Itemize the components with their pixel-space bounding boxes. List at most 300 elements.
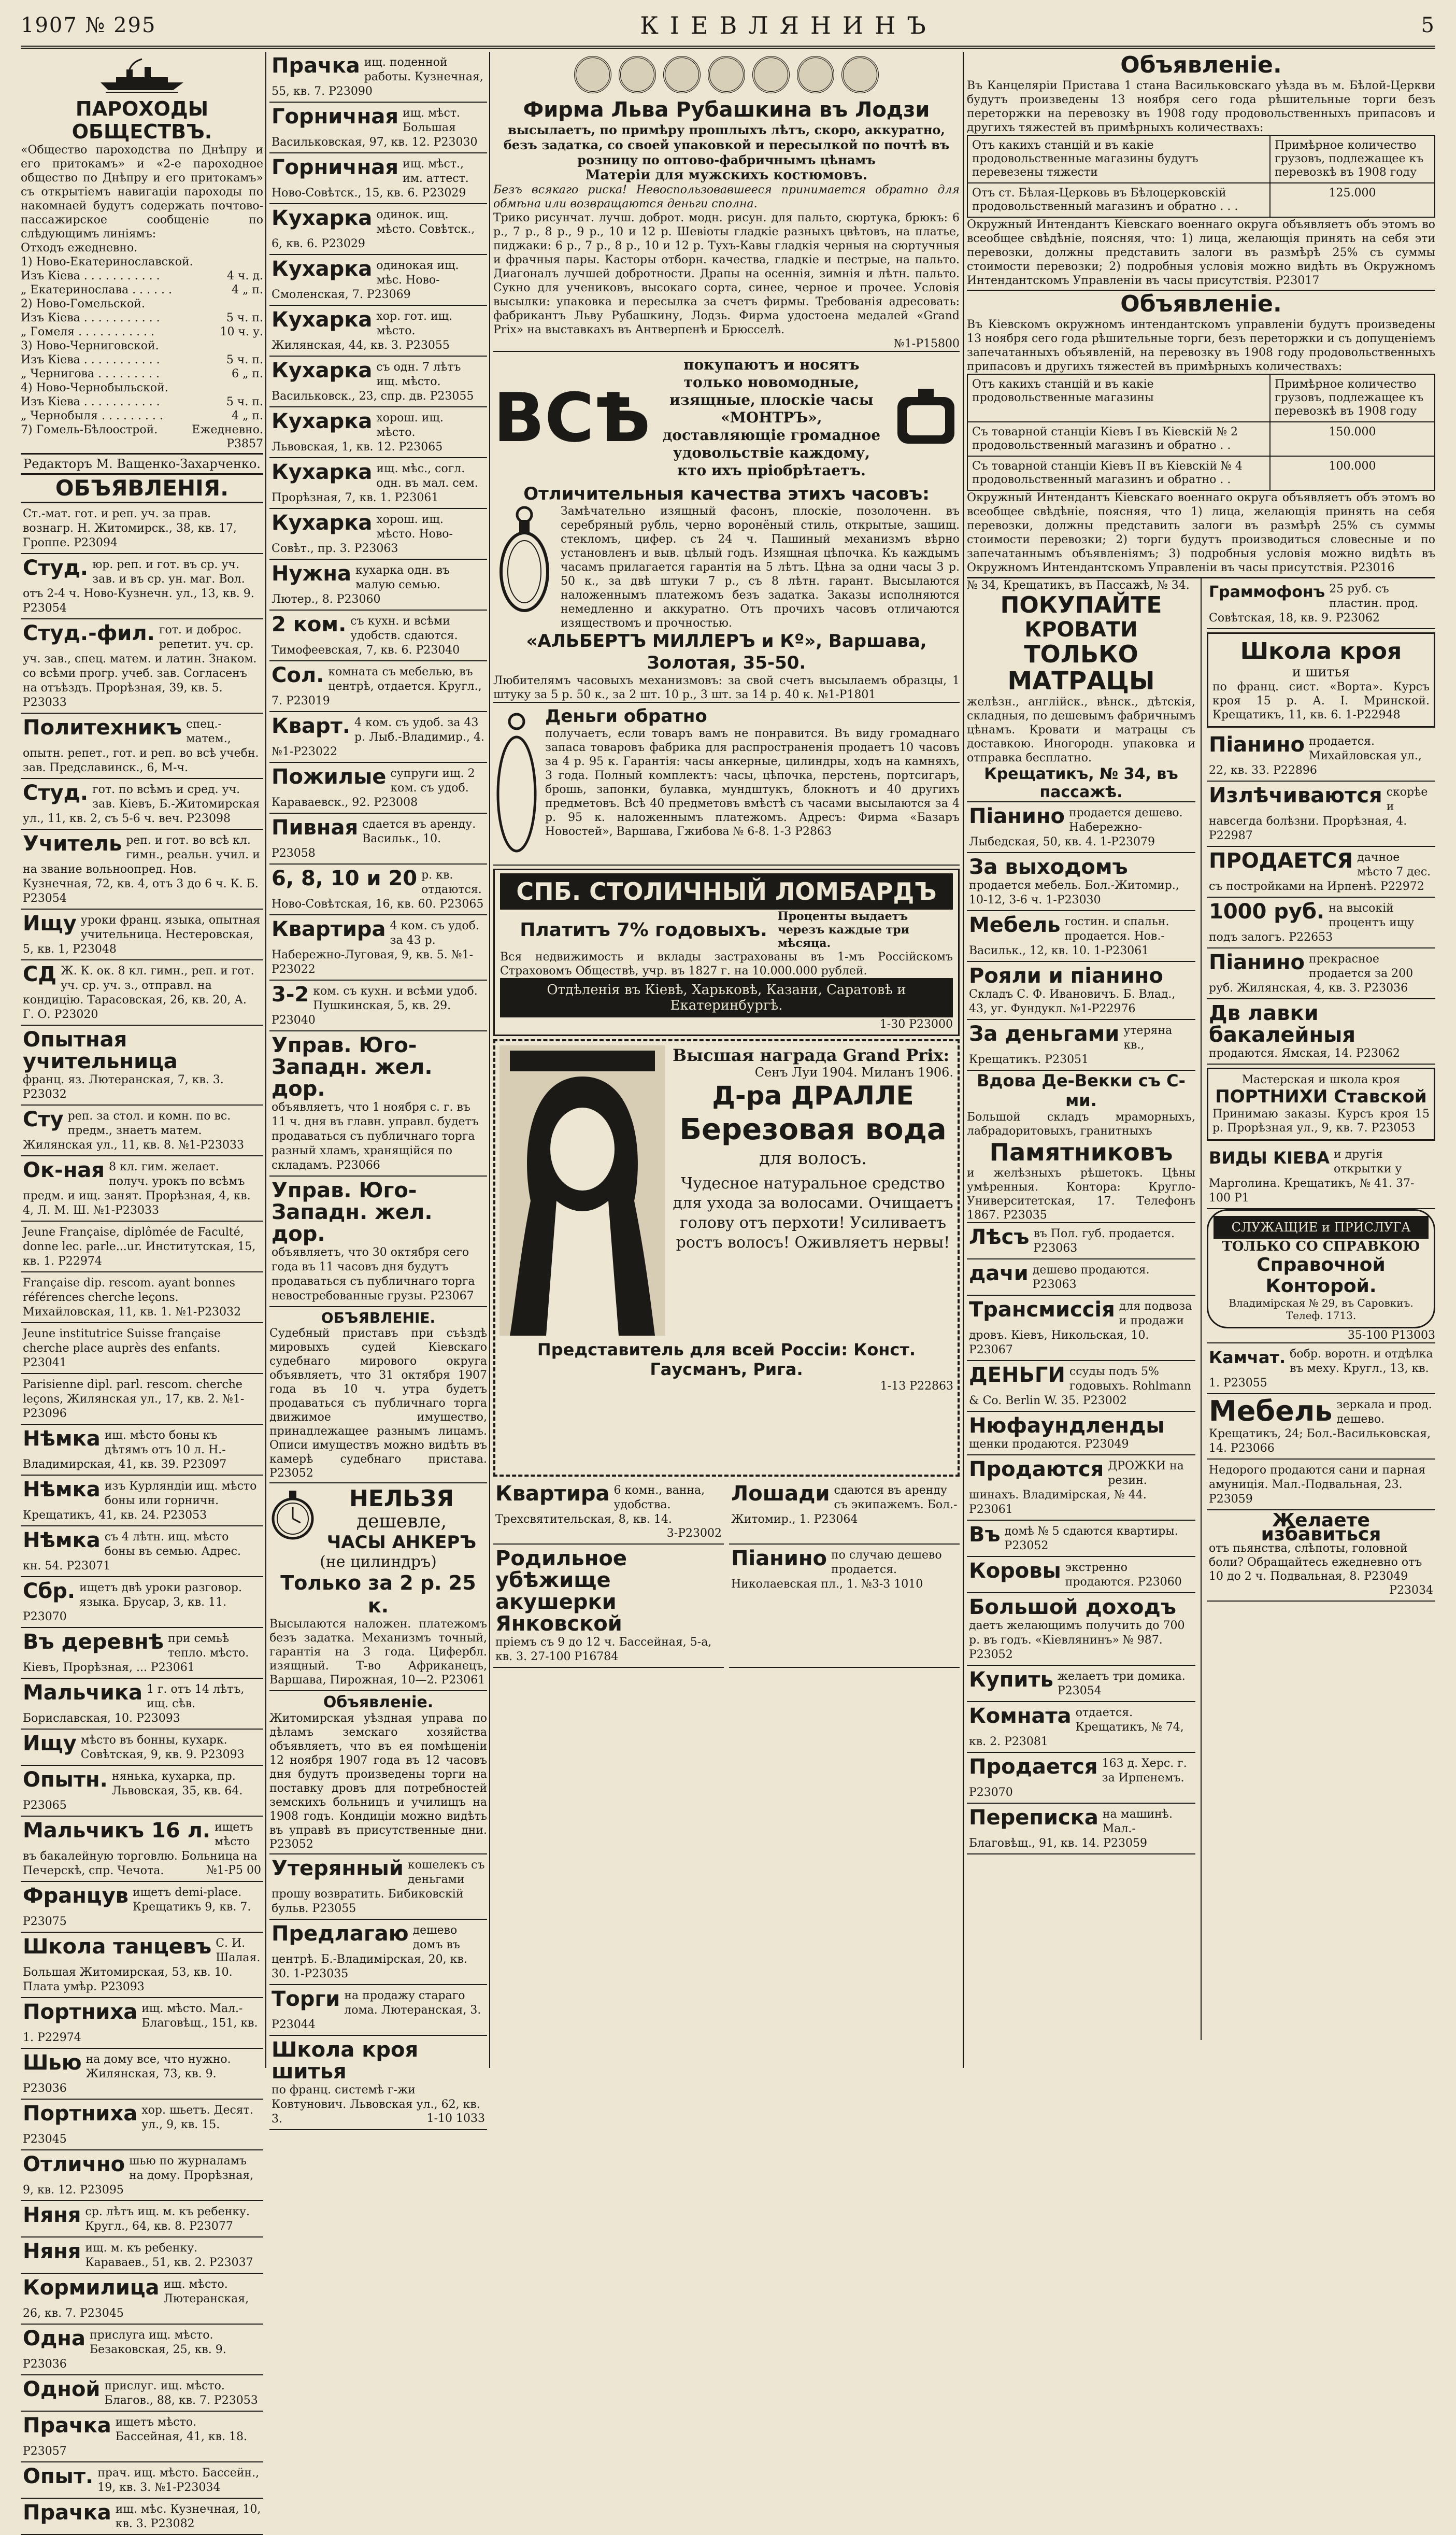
ad-keyword: Сту: [23, 1108, 64, 1131]
ad-text: ищ. мѣсто боны къ дѣтямъ отъ 10 л. Н.-Владимирская, 41, кв. 39. Р23097: [23, 1429, 227, 1471]
lower-section: [967, 578, 1435, 2040]
ad-text: хор. шьетъ. Десят. ул., 9, кв. 15. Р23045: [23, 2104, 253, 2146]
ad-keyword: 6, 8, 10 и 20: [272, 867, 418, 890]
classified-ad: [21, 1106, 263, 1156]
classified-ad: [729, 1545, 960, 1668]
ad-keyword: Нужна: [272, 562, 351, 586]
ad-text: Jeune institutrice Suisse française cherche place auprès des enfants. Р23041: [23, 1327, 221, 1369]
beds-word: КРОВАТИ: [1024, 618, 1138, 642]
classified-ad: [21, 1998, 263, 2049]
classified-ad: [21, 830, 263, 910]
schedule-route: „ Гомеля . . . . . . . . . . .: [21, 325, 155, 338]
dressmaker-ad: [1207, 1068, 1435, 1141]
notice-text: Въ Кіевскомъ окружномъ интендантскомъ управленіи будутъ произведены 13 ноября сего года рѣшительные торги, безъ переторжки и съ допущеніемъ запечатанныхъ объявленій, на перевозку въ 1908 году продовольственныхъ припасовъ и другихъ тяжестей въ примѣрныхъ количествахъ:: [967, 318, 1435, 373]
schedule-route: 1) Ново-Екатеринославской.: [21, 256, 193, 268]
classified-ad: [967, 1804, 1195, 1854]
classified-ad: [1207, 782, 1435, 847]
notice-body: Окружный Интендантъ Кіевскаго военнаго округа объявляетъ объ этомъ во всеобщее свѣдѣніе, поясняя, что 1) лица, желающія принять на себя перевозки, должны представить залоги въ размѣрѣ 25% съ суммы стоимости перевозки; 2) торги будутъ производиться словесные и по запечатаннымъ объявленіямъ; 3) подробныя условія можно видѣть въ Окружномъ Интендантскомъ Управленіи въ часы присутствія. Р23016: [967, 491, 1435, 578]
schedule-route: Изъ Кіева . . . . . . . . . . .: [21, 311, 160, 324]
classified-ad: [1207, 948, 1435, 999]
ad-keyword: Трансмиссія: [969, 1298, 1115, 1322]
ad-keyword: Кухарка: [272, 359, 373, 383]
schedule-head: Отходъ ежедневно.: [21, 242, 138, 254]
ad-text: кухарка одн. въ малую семью. Лютер., 8. Р23060: [272, 564, 450, 606]
ad-keyword: Управ. Юго-Западн. жел. дор.: [272, 1033, 433, 1101]
classified-ad: [967, 802, 1195, 853]
ad-text: 4 ком. съ удоб. за 43 р. Набережно-Луговая, 9, кв. 5. №1-Р23022: [272, 919, 479, 976]
schedule-route: „ Чернобыля . . . . . . . . .: [21, 409, 163, 422]
classified-ad: [269, 915, 487, 981]
dressmaker-name: ПОРТНИХИ Ставской: [1215, 1086, 1427, 1107]
classified-ad: [21, 1933, 263, 1998]
steamship-icon: [95, 54, 189, 95]
classified-ad: [21, 2100, 263, 2150]
ad-text: реп. за стол. и комн. по вс. предм., знаетъ матем. Жилянская ул., 11, кв. 8. №1-Р23033: [23, 1110, 244, 1152]
notice-title: Объявленіе.: [1120, 52, 1282, 78]
monuments-text: Большой складъ мраморныхъ, лабрадоритовыхъ, гранитныхъ: [967, 1111, 1196, 1138]
ad-keyword: Опытная учительница: [23, 1028, 178, 1073]
ad-keyword: Излѣчиваются: [1209, 784, 1382, 808]
ad-text: ищ. мѣсто. Мал.-Благовѣщ., 151, кв. 1. Р22974: [23, 2002, 258, 2044]
ad-text: спец.-матем., опытн. репет., гот. и реп. во всѣ учебн. зав. Предславинск., 6, М-ч.: [23, 718, 259, 774]
ad-text: Недорого продаются сани и парная амуниція. Мал.-Подвальная, 23. Р23059: [1209, 1464, 1426, 1506]
classified-ad: [21, 779, 263, 830]
ad-text: франц. яз. Лютеранская, 7, кв. 3. Р23032: [23, 1073, 224, 1101]
table-cell: Отъ ст. Бѣлая-Церковь въ Бѣлоцерковскій продовольственный магазинъ и обратно . . .: [967, 183, 1270, 217]
ad-keyword: СД: [23, 962, 56, 986]
firm-body: Трико рисунчат. лучш. доброт. модн. рисун. для пальто, сюртука, брюкъ: 6 р., 7 р., 8 р., 9 р., 10 и 12 р. Шевіоты гладкіе разныхъ цвѣтовъ, на платье, пиджаки: 6 р., 7 р., 8 р., 10 и 12 р. Тухъ-Кавы гладкія черныя на сюртучныя и фрачныя пары. Касторы отборн. качества, гладкіе и пестрые, на пальто. Диагоналъ лучшей добротности. Драпы на осеннія, зимнія и лѣтн. пальто. Сукно для учениковъ, высокаго сорта, синее, черное и прочее. Условія высылки: упаковка и пересылка за счетъ фирмы. Требованія адресовать: фабрикантъ Льву Рубашкину, Лодзь. Фирма удостоена медалей «Grand Prix» на выставкахъ въ Антверпенѣ и Брюсселѣ.: [493, 211, 960, 336]
classified-ad: [269, 204, 487, 255]
ad-text: р. кв. отдаются. Ново-Совѣтская, 16, кв. 60. Р23065: [272, 869, 484, 911]
ad-text: ищетъ двѣ уроки разговор. языка. Брусар, 3, кв. 11. Р23070: [23, 1581, 242, 1623]
ad-text: щенки продаются. Р23049: [969, 1438, 1129, 1451]
furniture-ad: [1207, 1394, 1435, 1460]
ships-title: ПАРОХОДЫ ОБЩЕСТВЪ.: [72, 97, 212, 143]
schedule-row: [21, 339, 263, 353]
classified-ad: [21, 2201, 263, 2237]
ad-text: Складъ С. Ф. Ивановичъ. Б. Влад., 43, уг. Фундукл. №1-Р22976: [969, 988, 1176, 1015]
subcolumn-left: [967, 578, 1195, 2040]
ad-keyword: Студ.: [23, 556, 89, 580]
lombard-title: СПБ. СТОЛИЧНЫЙ ЛОМБАРДЪ: [500, 873, 953, 910]
lombard-branches: Отдѣленія въ Кіевѣ, Харьковѣ, Казани, Саратовѣ и Екатеринбургѣ.: [500, 978, 953, 1017]
classified-ad: [269, 103, 487, 153]
qualities-title: Отличительныя качества этихъ часовъ:: [523, 484, 930, 504]
classified-ad: [21, 1156, 263, 1222]
ad-keyword: Горничная: [272, 155, 399, 179]
classified-ad: [269, 407, 487, 458]
classified-ad: [21, 1628, 263, 1679]
classified-ad: [269, 712, 487, 763]
ad-keyword: Граммофонъ: [1209, 583, 1325, 601]
classified-ad: [21, 2412, 263, 2462]
ad-text: пріемъ съ 9 до 12 ч. Бассейная, 5-а, кв. 3. 27-100 Р16784: [495, 1636, 712, 1663]
table-cell: Съ товарной станціи Кіевъ I въ Кіевскій № 2 продовольственный магазинъ и обратно . .: [967, 422, 1270, 456]
ad-keyword: Купить: [969, 1668, 1053, 1692]
ad-text: 1 г. отъ 14 лѣтъ, ищ. сѣв. Бориславская, 10. Р23093: [23, 1683, 245, 1725]
schedule-row: [21, 367, 263, 381]
ad-text: и другія открытки у Марголина. Крещатикъ, № 41. 37-100 Р1: [1209, 1148, 1415, 1205]
ad-keyword: Опыт.: [23, 2465, 94, 2488]
classified-ad: [967, 1259, 1195, 1296]
ad-keyword: Няня: [23, 2240, 81, 2263]
ad-code: 1-10 1033: [426, 2112, 485, 2125]
schedule-row: [21, 297, 263, 311]
lombard-ad: [493, 869, 960, 1036]
dralle-years: Сенъ Луи 1904. Миланъ 1906.: [754, 1065, 953, 1080]
subcolumn-right: [1207, 578, 1435, 2040]
ad-text: ищетъ demi-place. Крещатикъ 9, кв. 7. Р23075: [23, 1886, 251, 1928]
ad-text: съ кухн. и всѣми удобств. сдаются. Тимофеевская, 7, кв. 6. Р23040: [272, 615, 460, 657]
ad-text: утеряна кв., Крещатикъ. Р23051: [969, 1024, 1173, 1066]
ad-keyword: Рояли и піанино: [969, 964, 1163, 988]
classified-list: [493, 1480, 960, 1668]
classified-ad: [967, 911, 1195, 962]
schedule-time: Ежедневно.: [192, 423, 263, 436]
ad-keyword: Францув: [23, 1884, 129, 1908]
ad-code: 3-Р23002: [666, 1527, 722, 1540]
ad-keyword: дачи: [969, 1262, 1029, 1285]
lombard-text: Вся недвижимость и вклады застрахованы въ 1-мъ Россійскомъ Страховомъ Обществѣ, учр. въ 1827 г. на 10.000.000 рублей.: [500, 951, 953, 978]
schedule-time: 5 ч. п.: [226, 353, 263, 366]
ad-text: 25 руб. съ пластин. прод. Совѣтская, 18, кв. 9. Р23062: [1209, 583, 1419, 625]
watch-product: ЧАСЫ АНКЕРЪ: [326, 1532, 477, 1553]
ad-text: для подвоза и продажи дровъ. Кіевъ, Никольская, 10. Р23067: [969, 1300, 1192, 1356]
ad-text: на продажу стараго лома. Лютеранская, 3. Р23044: [272, 1989, 481, 2031]
ad-text: 8 кл. гим. желает. получ. урокъ по всѣмъ предм. и ищ. занят. Прорѣзная, 4, кв. 4, Л. М. Ш. №1-Р23033: [23, 1160, 251, 1217]
ad-keyword: Ищу: [23, 1732, 77, 1755]
dressmaker-title: Мастерская и школа кроя: [1241, 1073, 1401, 1086]
ad-keyword: Кварт.: [272, 714, 351, 738]
ad-text: сдается въ аренду. Васильк., 10. Р23058: [272, 818, 476, 860]
dralle-name: Д-ра ДРАЛЛЕ: [712, 1081, 914, 1111]
ad-keyword: Мальчикъ 16 л.: [23, 1819, 211, 1843]
ad-keyword: Піанино: [1209, 733, 1305, 757]
watch-text: Высылаются наложен. платежомъ безъ задатка. Механизмъ точный, гарантія на 3 года. Цифербл. изящный. Т-во Африканецъ, Варшава, Пирожная, 10—2. Р23061: [269, 1618, 487, 1687]
ad-keyword: Ищу: [23, 912, 77, 936]
monuments-title: Памятниковъ: [989, 1138, 1173, 1166]
column-2: [269, 52, 487, 2126]
classified-list: [269, 52, 487, 1307]
ad-keyword: Кухарка: [272, 308, 373, 332]
ad-text: бобр. воротн. и отдѣлка въ меху. Кругл., 13, кв. 1. Р23055: [1209, 1348, 1433, 1390]
ad-keyword: Сбр.: [23, 1579, 76, 1603]
ad-text: по франц. системѣ г-жи Ковтунович. Львовская ул., 62, кв. 3.: [272, 2084, 480, 2126]
ad-text: изъ Курляндіи ищ. мѣсто боны или горничн. Крещатикъ, 41, кв. 24. Р23053: [23, 1480, 257, 1522]
ad-text: ссуды подъ 5% годовыхъ. Rohlmann & Co. Berlin W. 35. Р23002: [969, 1365, 1192, 1407]
ad-text: домѣ № 5 сдаются квартиры. Р23052: [1004, 1525, 1178, 1552]
ad-text: ДРОЖКИ на резин. шинахъ. Владимірская, № 44. Р23061: [969, 1460, 1184, 1516]
schedule-time: 5 ч. п.: [226, 395, 263, 408]
classified-ad: [269, 153, 487, 204]
schedule-row: [21, 283, 263, 297]
schedule-row: [21, 269, 263, 283]
schedule-route: 7) Гомель-Бѣлоострой.: [21, 423, 158, 436]
classified-ad: [269, 458, 487, 509]
ad-text: реп. и гот. во всѣ кл. гимн., реальн. учил. и на звание вольноопред. Нов. Кузнечная, 72, кв. 4, отъ 3 до 6 ч. К. Б. Р23054: [23, 834, 260, 905]
classified-ad: [269, 1177, 487, 1307]
ad-text: прач. ищ. мѣсто. Бассейн., 19, кв. 3. №1-Р23034: [97, 2467, 260, 2494]
classified-ad: [493, 1480, 724, 1545]
pocket-watch-icon: [493, 706, 540, 861]
ad-keyword: Одной: [23, 2377, 101, 2401]
ad-text: комната съ мебелью, въ центрѣ, отдается. Кругл., 7. Р23019: [272, 665, 482, 707]
column-rule: [265, 52, 266, 2068]
classified-ad: [21, 1766, 263, 1817]
table-header: Отъ какихъ станцій и въ какіе продовольственные магазины: [967, 374, 1270, 422]
ad-keyword: Прачка: [23, 2414, 111, 2438]
classified-ad: [269, 763, 487, 814]
classified-ad: [967, 1702, 1195, 1753]
classified-ad: [21, 1730, 263, 1766]
ad-text: зеркала и прод. дешево. Крещатикъ, 24; Бол.-Васильковская, 14. Р23066: [1209, 1398, 1432, 1455]
ad-keyword: Нѣмка: [23, 1427, 101, 1451]
ad-keyword: Шью: [23, 2051, 82, 2075]
ad-text: ищ. мѣс. Кузнечная, 10, кв. 3. Р23082: [115, 2503, 261, 2530]
ad-keyword: Студ.-фил.: [23, 621, 155, 645]
ships-schedule: [21, 255, 263, 437]
ad-text: гот. и доброс. репетит. уч. ср. уч. зав., спец. матем. и латин. Знаком. со всѣми прогр. учеб. зав. Согласенъ на отъѣздъ. Прорѣзная, 39, кв. 5. Р23033: [23, 624, 257, 709]
ad-text: дешево продаются. Р23063: [1032, 1264, 1150, 1291]
ad-text: экстренно продаются. Р23060: [1065, 1561, 1182, 1589]
ad-text: юр. реп. и гот. въ ср. уч. зав. и въ ср. ун. маг. Вол. отъ 2-4 ч. Ново-Кузнечн. ул., 13, кв. 9. Р23054: [23, 558, 254, 615]
ad-text: одинокая ищ. мѣс. Ново-Смоленская, 7. Р23069: [272, 259, 459, 301]
ad-keyword: Переписка: [969, 1806, 1098, 1830]
firm-subtitle2: Матеріи для мужскихъ костюмовъ.: [585, 167, 868, 183]
classified-ad: [967, 1412, 1195, 1455]
ad-keyword: Горничная: [272, 105, 399, 129]
ad-keyword: Продаются: [969, 1457, 1104, 1481]
ad-text: С. И. Шалая. Большая Житомирская, 53, кв. 10. Плата умѣр. Р23093: [23, 1937, 261, 1993]
medal-icon: [574, 56, 611, 93]
firm-code: №1-Р15800: [493, 337, 960, 352]
ad-text: на дому все, что нужно. Жилянская, 73, кв. 9. Р23036: [23, 2053, 231, 2095]
lombard-code: 1-30 Р23000: [879, 1018, 953, 1031]
ad-keyword: 2 ком.: [272, 613, 347, 636]
beds-buy: ПОКУПАЙТЕ: [1000, 592, 1162, 618]
ad-text: супруги ищ. 2 ком. съ удоб. Караваевск., 92. Р23008: [272, 767, 475, 809]
ad-keyword: Въ: [969, 1523, 1001, 1547]
cure-ad: [1207, 1510, 1435, 1602]
classified-ad: [21, 554, 263, 619]
ad-keyword: 1000 руб.: [1209, 900, 1325, 924]
table-cell: Съ товарной станціи Кіевъ II въ Кіевскій № 4 продовольственный магазинъ и обратно . .: [967, 456, 1270, 490]
ad-text: ищ. мѣс., согл. одн. въ мал. сем. Прорѣзная, 7, кв. 1. Р23061: [272, 462, 478, 504]
classified-ad: [269, 357, 487, 407]
cure-title: Желаете избавиться: [1261, 1510, 1381, 1545]
ad-text: прислуг. ищ. мѣсто. Благов., 88, кв. 7. Р23053: [104, 2380, 258, 2407]
schedule-route: 3) Ново-Черниговской.: [21, 339, 159, 352]
ad-keyword: Политехникъ: [23, 716, 182, 740]
classified-ad: [269, 2036, 487, 2130]
schedule-route: „ Екатеринослава . . . . . .: [21, 284, 172, 296]
notice-title: Объявленіе.: [323, 1693, 434, 1711]
ad-keyword: Пожилые: [272, 765, 387, 789]
classified-ad: [967, 962, 1195, 1020]
classified-ad: [269, 1031, 487, 1177]
ad-keyword: Лѣсъ: [969, 1225, 1030, 1249]
ad-keyword: Кухарка: [272, 409, 373, 433]
ad-text: ср. лѣтъ ищ. м. къ ребенку. Кругл., 64, кв. 8. Р23077: [85, 2205, 250, 2233]
ad-keyword: За выходомъ: [969, 855, 1128, 879]
miller-address: «АЛЬБЕРТЪ МИЛЛЕРЪ и Кº», Варшава, Золотая, 35-50.: [526, 631, 927, 673]
page-header: [21, 5, 1435, 49]
vse-text: покупаютъ и носятъ только новомодные, изящные, плоскіе часы «МОНТРЪ», доставляющіе громадное удовольствіе каждому, кто ихъ пріобрѣтаетъ.: [662, 356, 881, 479]
classified-ad: [493, 1545, 724, 1668]
classified-ad: [1207, 731, 1435, 782]
classified-ad: [967, 1521, 1195, 1557]
ad-keyword: Дв лавки бакалейныя: [1209, 1001, 1356, 1047]
ad-text: хор. гот. ищ. мѣсто. Жилянская, 44, кв. 3. Р23055: [272, 310, 453, 352]
ad-keyword: Мебель: [1209, 1395, 1333, 1427]
ad-keyword: Піанино: [1209, 951, 1305, 974]
ad-keyword: Квартира: [495, 1482, 610, 1506]
ad-keyword: Портниха: [23, 2000, 138, 2024]
ad-keyword: Опытн.: [23, 1768, 108, 1792]
ad-text: объявляетъ, что 30 октября сего года въ 11 часовъ дня будутъ продаваться съ публичнаго торга невостребованные грузы. Р23067: [272, 1246, 475, 1302]
announcements-heading: ОБЪЯВЛЕНІЯ.: [21, 475, 263, 503]
classified-ad: [269, 1920, 487, 1985]
pocket-watch-icon: [493, 504, 555, 618]
classified-ad: [21, 1026, 263, 1106]
cutting-school-title: Школа кроя: [1240, 638, 1402, 664]
column-1: [21, 52, 263, 2530]
notice-title: ОБЪЯВЛЕНІЕ.: [321, 1309, 436, 1326]
ad-text: дачное мѣсто 7 дес. съ постройками на Ирпенѣ. Р22972: [1209, 851, 1431, 893]
dralle-ad: [493, 1039, 960, 1477]
ad-keyword: 3-2: [272, 983, 309, 1007]
classified-ad: [729, 1480, 960, 1545]
classified-ad: [21, 1882, 263, 1933]
classified-ad: [967, 1020, 1195, 1071]
kiev-views-ad: [1207, 1144, 1435, 1209]
ships-code: Р3857: [226, 437, 263, 450]
column-rule: [963, 52, 964, 2068]
table-header: Примѣрное количество грузовъ, подлежащее къ перевозкѣ въ 1908 году: [1270, 135, 1435, 183]
classified-ad: [967, 1455, 1195, 1521]
ad-text: даетъ желающимъ получить до 700 р. въ годъ. «Кіевлянинъ» № 987. Р23052: [969, 1619, 1185, 1661]
dralle-code: 1-13 Р22863: [880, 1380, 953, 1393]
qualities-block: [493, 504, 960, 630]
classified-ad: [21, 1526, 263, 1577]
ad-text: кошелекъ съ деньгами прошу возвратить. Бибиковскій бульв. Р23055: [272, 1859, 485, 1915]
lombard-rate: Платитъ 7% годовыхъ.: [520, 919, 767, 941]
classified-ad: [967, 1666, 1195, 1702]
ad-keyword: Комната: [969, 1704, 1072, 1728]
classified-ad: [967, 853, 1195, 911]
ad-text: гостин. и спальн. продается. Нов.-Васильк., 12, кв. 10. 1-Р23061: [969, 915, 1169, 957]
classified-ad: [21, 2462, 263, 2499]
medal-icon: [841, 56, 879, 93]
ad-code: №1-Р5 00: [206, 1864, 261, 1877]
ad-keyword: Портниха: [23, 2102, 138, 2126]
notice-text: Житомирская уѣздная управа по дѣламъ земскаго хозяйства объявляетъ, что въ ея помѣщеніи 12 ноября 1907 года въ 12 часовъ дня будутъ произведены торги на поставку дровъ для потребностей земскихъ больницъ и училищъ на 1908 годъ. Кондиціи можно видѣть въ управѣ въ присутственные дни. Р23052: [269, 1711, 487, 1854]
beds-mattress: МАТРАЦЫ: [1007, 667, 1155, 696]
ad-text: продается дешево. Набережно-Лыбедская, 50, кв. 4. 1-Р23079: [969, 806, 1183, 848]
classified-ad: [21, 2150, 263, 2201]
classified-ad: [269, 306, 487, 357]
ad-keyword: Одна: [23, 2327, 85, 2350]
ad-keyword: ВИДЫ КІЕВА: [1209, 1148, 1330, 1168]
ad-text: гот. по всѣмъ и сред. уч. зав. Кіевъ, Б.-Житомирская ул., 11, кв. 2, съ 5-6 ч. веч. Р23098: [23, 783, 260, 825]
schedule-time: 4 „ п.: [231, 409, 263, 422]
ad-text: съ 4 лѣтн. ищ. мѣсто боны въ семью. Адрес. кн. 54. Р23071: [23, 1531, 241, 1573]
medal-icon: [708, 56, 745, 93]
watch-headline: НЕЛЬЗЯ: [349, 1485, 454, 1512]
ad-text: сдаются въ аренду съ экипажемъ. Бол.-Житомир., 1. Р23064: [731, 1484, 958, 1526]
firm-subtitle: высылаетъ, по примѣру прошлыхъ лѣтъ, скоро, аккуратно, безъ задатка, со своей упаковкой и пересылкой по почтѣ въ розницу по оптово-фабричнымъ цѣнамъ: [503, 122, 950, 167]
ad-text: шью по журналамъ на дому. Прорѣзная, 9, кв. 12. Р23095: [23, 2155, 254, 2197]
ad-keyword: Няня: [23, 2203, 81, 2227]
ad-text: хорош. ищ. мѣсто. Ново-Совѣт., пр. 3. Р23063: [272, 513, 453, 555]
masthead: КІЕВЛЯНИНЪ: [640, 11, 937, 39]
money-back-ad: [493, 703, 960, 866]
ad-keyword: Большой доходъ: [969, 1595, 1176, 1619]
servants-name: Справочной Конторой.: [1257, 1254, 1386, 1297]
ad-text: одинок. ищ. мѣсто. Совѣтск., 6, кв. 6. Р23029: [272, 208, 475, 250]
ad-keyword: Сол.: [272, 663, 324, 687]
firm-title: Фирма Льва Рубашкина въ Лодзи: [523, 98, 930, 122]
notice-title: Объявленіе.: [1120, 291, 1282, 317]
ad-text: ищ. мѣст., им. аттест. Ново-Совѣтск., 15, кв. 6. Р23029: [272, 158, 469, 200]
ad-keyword: Коровы: [969, 1559, 1061, 1583]
ad-text: объявляетъ, что 1 ноября с. г. въ 11 ч. дня въ главн. управл. будетъ продаваться съ публичнаго торга разный хламъ, хранящійся по складамъ. Р23066: [272, 1101, 479, 1172]
ad-keyword: Учитель: [23, 832, 122, 856]
dralle-representative: Представитель для всей Россіи: Конст. Гаусманъ, Рига.: [537, 1340, 916, 1379]
ad-keyword: Въ деревнѣ: [23, 1630, 164, 1654]
ad-text: отдается. Крещатикъ, № 74, кв. 2. Р23081: [969, 1706, 1184, 1748]
ad-keyword: Нѣмка: [23, 1478, 101, 1502]
classified-ad: [269, 255, 487, 306]
ad-keyword: Студ.: [23, 781, 89, 805]
column-rule: [1201, 578, 1202, 2040]
issue-number: 1907 № 295: [21, 13, 156, 37]
page-number: 5: [1421, 13, 1435, 37]
qualities-text: Замѣчательно изящный фасонъ, плоскіе, позолоченн. въ серебряный рубль, черно воронёный стиль, открытые, защищ. стекломъ, цифер. съ 24 ч. Пашиный механизмъ вѣрно установленъ и выв. цѣлый годъ. Изящная цѣпочка. Къ каждымъ часамъ прилагается гарантія на 5 лѣтъ. Цѣна за одни часы 3 р. 50 к., за двѣ штуки 7 р., съ 8 лѣтн. гарант. Высылаются наложеннымъ платежомъ безъ задатка. Заказы исполняются немедленно и аккуратно. Отъ прочихъ часовъ отличаются изяществомъ и прочностью.: [561, 505, 960, 630]
ad-text: ищетъ мѣсто въ бакалейную торговлю. Больница на Печерскѣ, спр. Чечота.: [23, 1821, 258, 1877]
ad-text: ищ. м. къ ребенку. Караваев., 51, кв. 2. Р23037: [85, 2242, 253, 2269]
classified-ad: [967, 1361, 1195, 1412]
ad-text: хорош. ищ. мѣсто. Львовская, 1, кв. 12. Р23065: [272, 412, 444, 454]
classified-ad: [21, 2237, 263, 2274]
table-cell: 100.000: [1270, 456, 1435, 490]
cure-code: Р23034: [1389, 1584, 1434, 1597]
cutting-school-ad: [1207, 632, 1435, 728]
woman-portrait-illustration: [499, 1045, 665, 1336]
ad-text: скорѣе и навсегда болѣзни. Прорѣзная, 4. Р22987: [1209, 786, 1428, 842]
ad-keyword: Родильное убѣжище акушерки Янковской: [495, 1547, 627, 1636]
ad-text: на машинѣ. Мал.-Благовѣщ., 91, кв. 14. Р23059: [969, 1808, 1173, 1850]
schedule-time: 6 „ п.: [231, 367, 263, 380]
schedule-route: 2) Ново-Гомельской.: [21, 298, 145, 310]
flat-watch-icon: [892, 387, 960, 449]
ad-keyword: Утерянный: [272, 1857, 404, 1880]
ad-keyword: Нюфаундленды: [969, 1414, 1165, 1438]
classified-ad: [967, 1296, 1195, 1361]
medals-row: [493, 56, 960, 93]
ad-keyword: Кухарка: [272, 460, 373, 484]
ad-keyword: ПРОДАЕТСЯ: [1209, 849, 1353, 873]
ad-keyword: Школа кроя шитья: [272, 2038, 419, 2084]
ad-text: Jeune Française, diplômée de Faculté, donne lec. parle...ur. Институтская, 15, кв. 1. Р22974: [23, 1226, 256, 1268]
classified-ad: [967, 1223, 1195, 1259]
cutting-school-sub: и шитья: [1292, 664, 1350, 680]
classified-ad: [21, 1476, 263, 1526]
classified-ad: [21, 2049, 263, 2100]
ad-text: нянька, кухарка, пр. Львовская, 35, кв. 64. Р23065: [23, 1770, 243, 1812]
ad-text: ищетъ мѣсто. Бассейная, 41, кв. 18. Р23057: [23, 2416, 248, 2458]
schedule-time: 10 ч. у.: [220, 325, 263, 338]
